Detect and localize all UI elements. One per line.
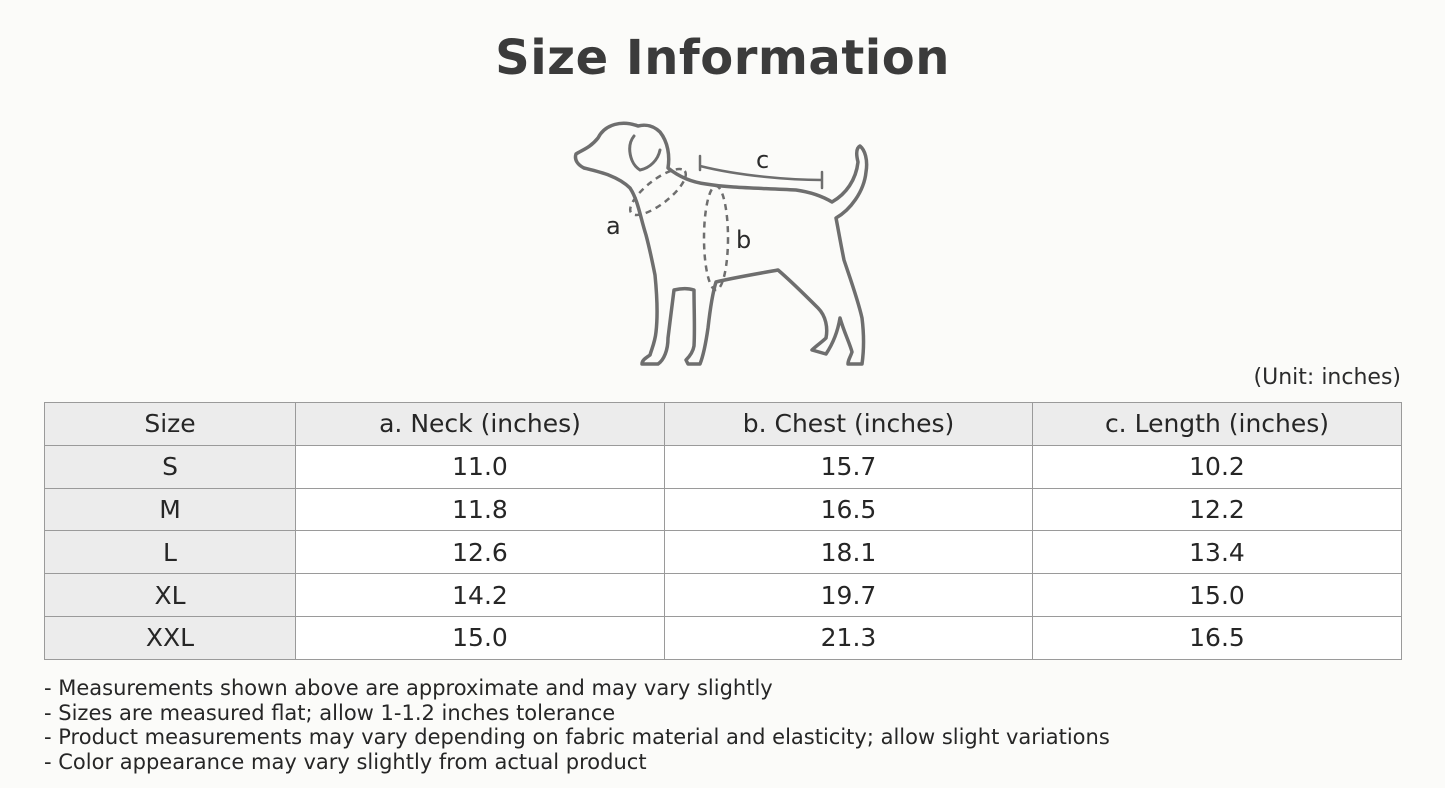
table-header-row <box>45 403 1402 446</box>
size-cell: XXL <box>45 616 296 659</box>
notes-list <box>44 676 1110 774</box>
header-chest: b. Chest (inches) <box>665 403 1033 446</box>
header-size: Size <box>45 403 296 446</box>
length-cell: 10.2 <box>1033 445 1402 488</box>
label-c: c <box>756 146 770 174</box>
dog-ear <box>630 136 660 170</box>
label-a: a <box>606 212 621 240</box>
table-row <box>45 531 1402 574</box>
table-row <box>45 574 1402 617</box>
chest-cell: 21.3 <box>665 616 1033 659</box>
size-cell: L <box>45 531 296 574</box>
table-row <box>45 445 1402 488</box>
dog-outline <box>575 123 866 364</box>
table-row <box>45 488 1402 531</box>
neck-cell: 12.6 <box>296 531 665 574</box>
length-cell: 13.4 <box>1033 531 1402 574</box>
chest-measure-line <box>704 186 728 290</box>
note-item: - Product measurements may vary depending on fabric material and elasticity; allow slight variations <box>44 725 1110 749</box>
chest-cell: 16.5 <box>665 488 1033 531</box>
table-row <box>45 616 1402 659</box>
chest-cell: 18.1 <box>665 531 1033 574</box>
chest-cell: 15.7 <box>665 445 1033 488</box>
unit-note: (Unit: inches) <box>1253 365 1401 390</box>
size-cell: M <box>45 488 296 531</box>
length-cell: 15.0 <box>1033 574 1402 617</box>
page-title: Size Information <box>495 30 950 86</box>
neck-cell: 15.0 <box>296 616 665 659</box>
length-cell: 12.2 <box>1033 488 1402 531</box>
chest-cell: 19.7 <box>665 574 1033 617</box>
note-item: - Sizes are measured flat; allow 1-1.2 inches tolerance <box>44 700 616 725</box>
neck-cell: 11.0 <box>296 445 665 488</box>
neck-cell: 14.2 <box>296 574 665 617</box>
label-b: b <box>736 226 752 254</box>
size-cell: XL <box>45 574 296 617</box>
note-item: - Color appearance may vary slightly from actual product <box>44 749 647 774</box>
size-table <box>44 402 1402 660</box>
header-length: c. Length (inches) <box>1033 403 1402 446</box>
length-cell: 16.5 <box>1033 616 1402 659</box>
dog-measurement-diagram <box>560 110 890 375</box>
size-cell: S <box>45 445 296 488</box>
note-item: - Measurements shown above are approximate and may vary slightly <box>44 676 773 700</box>
neck-cell: 11.8 <box>296 488 665 531</box>
header-neck: a. Neck (inches) <box>296 403 665 446</box>
